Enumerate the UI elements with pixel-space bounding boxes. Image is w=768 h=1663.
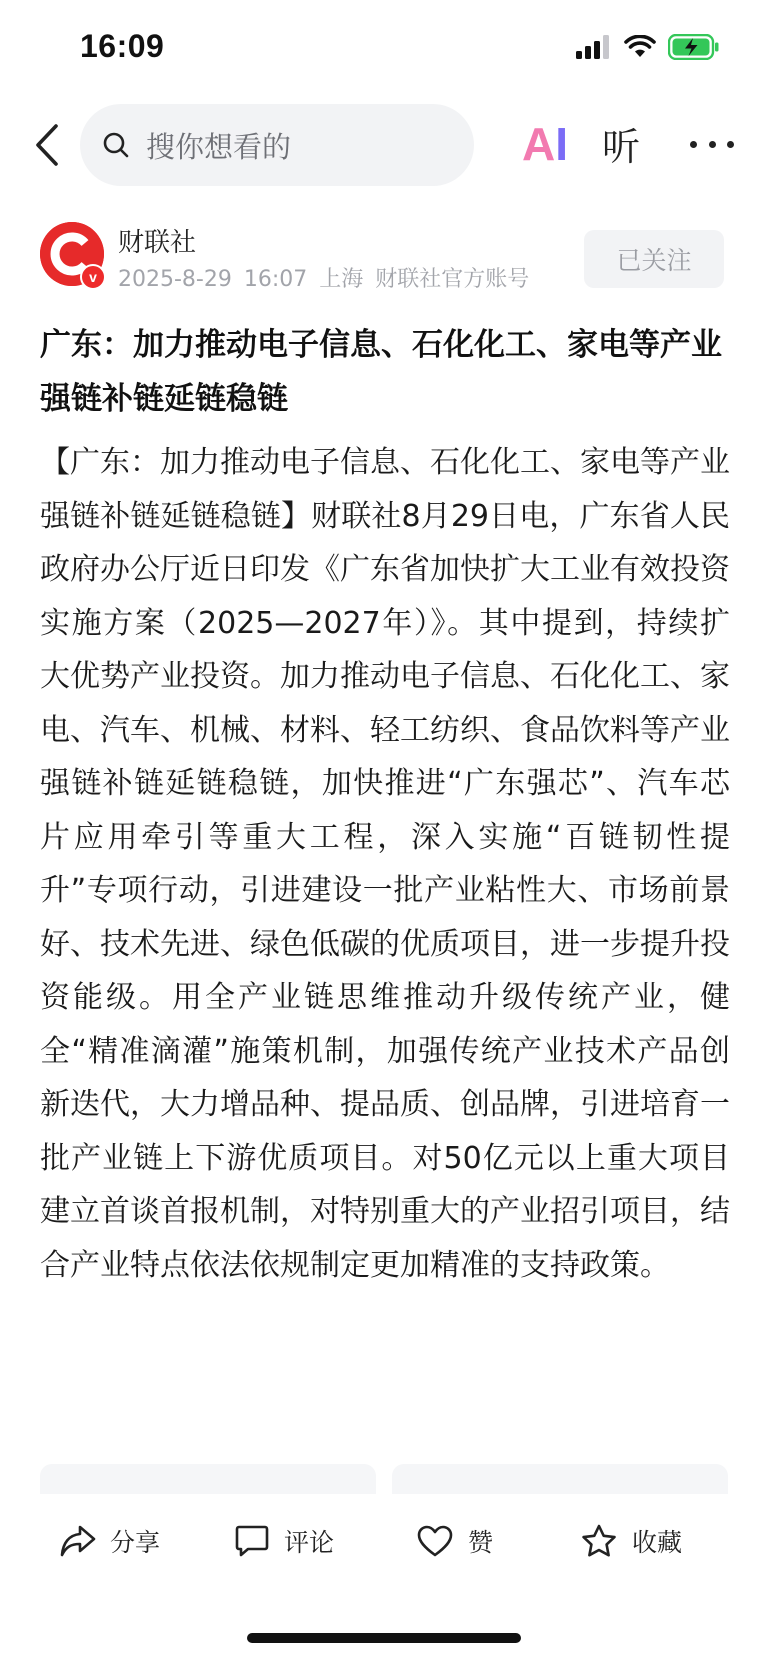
favorite-label: 收藏 <box>632 1528 683 1557</box>
follow-button[interactable]: 已关注 <box>584 230 724 288</box>
author-row <box>0 222 768 292</box>
more-options-button[interactable] <box>690 132 734 156</box>
verified-badge: v <box>80 264 106 290</box>
status-time: 16:09 <box>80 28 165 64</box>
bottom-action-bar <box>0 1494 768 1663</box>
comment-label: 评论 <box>284 1528 335 1557</box>
status-icons <box>576 34 720 60</box>
comment-icon <box>234 1524 270 1558</box>
listen-button[interactable]: 听 <box>602 125 641 169</box>
ai-label-i: I <box>555 118 568 170</box>
star-icon <box>580 1523 618 1559</box>
back-arrow-icon[interactable] <box>30 122 66 168</box>
battery-charging-icon <box>668 34 720 60</box>
share-label: 分享 <box>110 1528 161 1557</box>
author-meta <box>118 262 541 293</box>
share-button[interactable] <box>60 1516 160 1566</box>
publish-date: 2025-8-29 <box>118 267 232 292</box>
more-dot-icon <box>690 141 697 148</box>
account-type: 财联社官方账号 <box>375 267 530 292</box>
article-title: 广东：加力推动电子信息、石化化工、家电等产业强链补链延链稳链 <box>40 327 722 417</box>
ai-assistant-button[interactable] <box>514 114 576 174</box>
search-input[interactable] <box>80 104 474 186</box>
article-body: 【广东：加力推动电子信息、石化化工、家电等产业强链补链延链稳链】财联社8月29日电，广东省人民政府办公厅近日印发《广东省加快扩大工业有效投资实施方案（2025—2027年）》。其中提到，持续扩大优势产业投资。加力推动电子信息、石化化工、家电、汽车、机械、材料、轻工纺织、食品饮料等产业强链补链延链稳链，加快推进“广东强芯”、汽车芯片应用牵引等重大工程，深入实施“百链韧性提升”专项行动，引进建设一批产业粘性大、市场前景好、技术先进、绿色低碳的优质项目，进一步提升投资能级。用全产业链思维推动升级传统产业，健全“精准滴灌”施策机制，加强传统产业技术产品创新迭代，大力增品种、提品质、创品牌，引进培育一批产业链上下游优质项目。对50亿元以上重大项目建立首谈首报机制，对特别重大的产业招引项目，结合产业特点依法依规制定更加精准的支持政策。 <box>40 445 730 1283</box>
like-label: 赞 <box>468 1528 494 1557</box>
share-icon <box>60 1524 96 1558</box>
wifi-icon <box>624 35 656 59</box>
favorite-button[interactable] <box>580 1516 682 1566</box>
ai-label-a: A <box>521 118 556 170</box>
cellular-signal-icon <box>576 35 612 59</box>
status-bar <box>0 0 768 100</box>
heart-icon <box>416 1524 454 1558</box>
home-indicator[interactable] <box>247 1633 521 1643</box>
search-placeholder: 搜你想看的 <box>146 129 292 164</box>
publish-time: 16:07 <box>243 267 308 292</box>
author-name[interactable]: 财联社 <box>118 228 197 258</box>
comment-button[interactable] <box>234 1516 334 1566</box>
more-dot-icon <box>727 141 734 148</box>
publish-location: 上海 <box>319 267 364 292</box>
like-button[interactable] <box>416 1516 493 1566</box>
more-dot-icon <box>709 141 716 148</box>
search-icon <box>102 131 130 159</box>
top-nav <box>0 104 768 186</box>
